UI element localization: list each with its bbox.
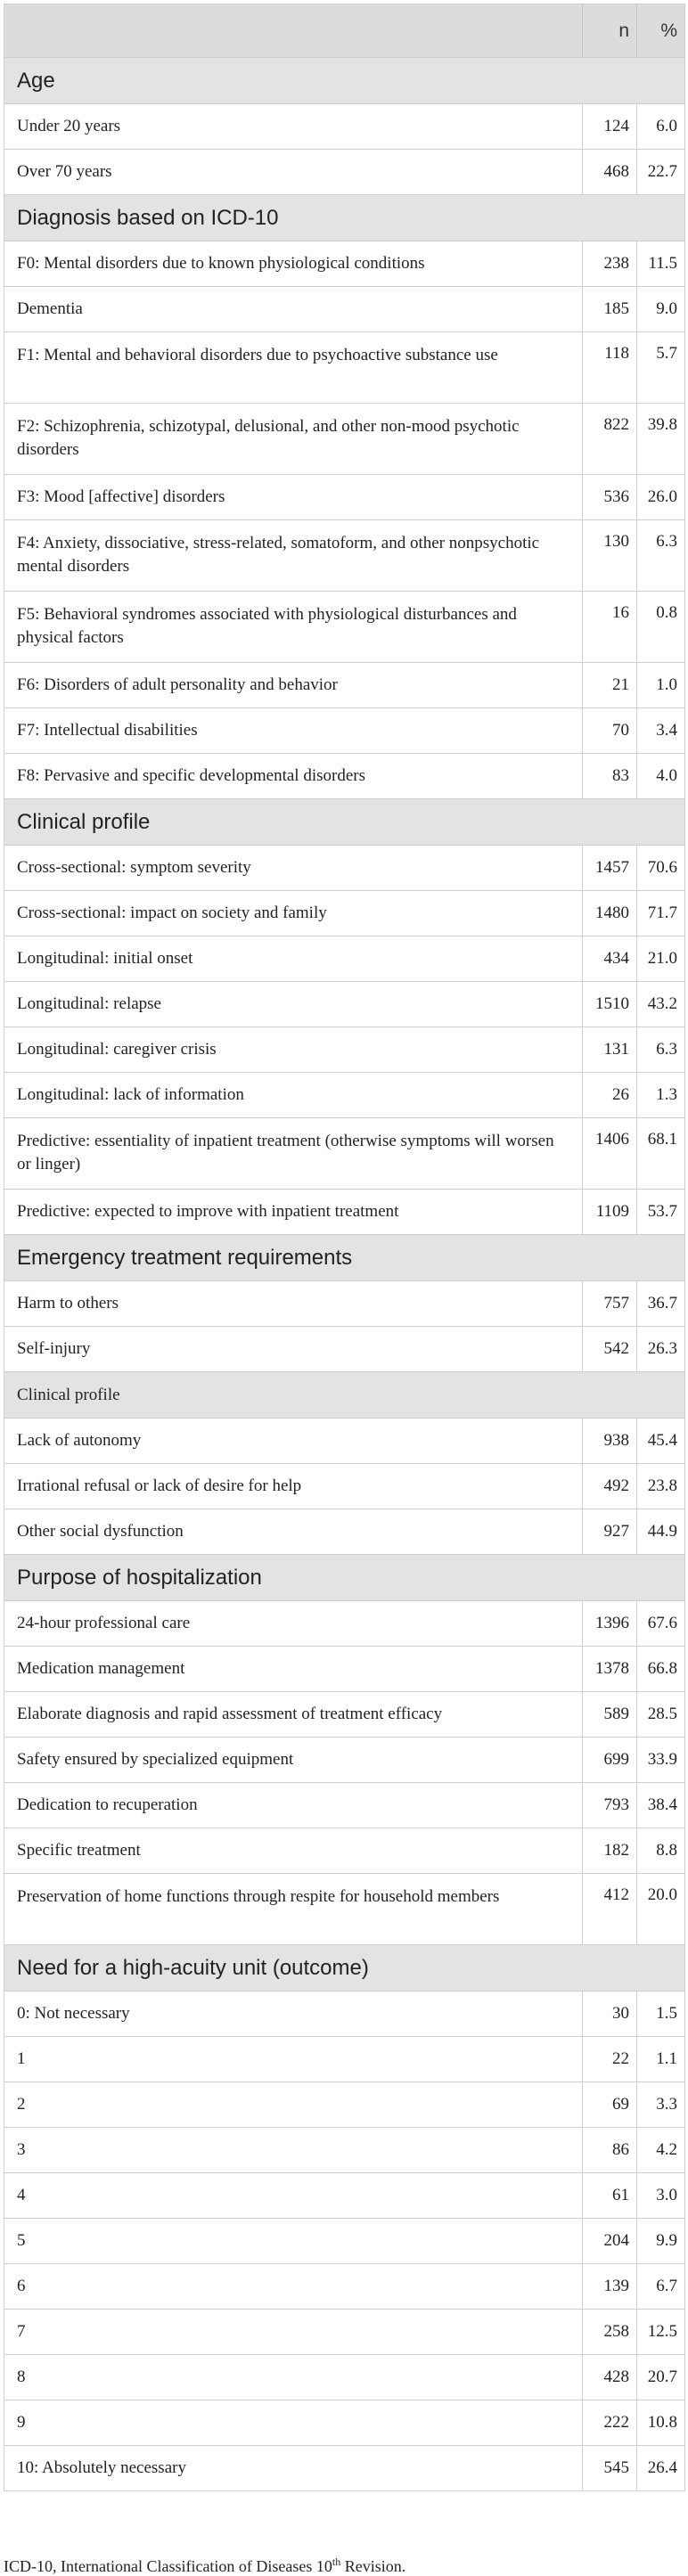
section-header-row bbox=[4, 798, 684, 845]
table-row bbox=[4, 2354, 684, 2400]
row-n-value: 130 bbox=[582, 520, 636, 591]
row-label: 24-hour professional care bbox=[17, 1614, 191, 1632]
row-label: Dementia bbox=[17, 299, 83, 318]
row-n-value: 468 bbox=[582, 150, 636, 194]
row-label: 3 bbox=[17, 2140, 26, 2159]
section-title: Need for a high-acuity unit (outcome) bbox=[17, 1955, 369, 1980]
row-n-value: 1510 bbox=[582, 982, 636, 1026]
row-label: 8 bbox=[17, 2367, 26, 2386]
row-n-value: 26 bbox=[582, 1073, 636, 1117]
table-row bbox=[4, 2172, 684, 2218]
row-pct-value: 11.5 bbox=[636, 241, 684, 286]
header-label-cell bbox=[4, 4, 582, 57]
row-pct-value: 33.9 bbox=[636, 1738, 684, 1782]
row-n-value: 699 bbox=[582, 1738, 636, 1782]
row-pct-value: 44.9 bbox=[636, 1509, 684, 1554]
section-header-row bbox=[4, 1234, 684, 1280]
row-label: 0: Not necessary bbox=[17, 2004, 130, 2023]
row-label: F2: Schizophrenia, schizotypal, delusional, and other non-mood psychotic disorders bbox=[17, 417, 520, 459]
table-row bbox=[4, 286, 684, 331]
row-pct-value: 6.3 bbox=[636, 1027, 684, 1072]
row-label: Harm to others bbox=[17, 1294, 119, 1313]
row-n-value: 124 bbox=[582, 104, 636, 149]
row-n-value: 118 bbox=[582, 332, 636, 403]
row-n-value: 30 bbox=[582, 1991, 636, 2036]
table-row bbox=[4, 1737, 684, 1782]
table-row bbox=[4, 2309, 684, 2354]
table-row bbox=[4, 2081, 684, 2127]
table-row bbox=[4, 1600, 684, 1646]
table-row bbox=[4, 1782, 684, 1828]
row-pct-value: 6.3 bbox=[636, 520, 684, 591]
row-pct-value: 4.2 bbox=[636, 2128, 684, 2172]
row-pct-value: 21.0 bbox=[636, 936, 684, 981]
row-label: Cross-sectional: impact on society and family bbox=[17, 904, 327, 922]
row-n-value: 131 bbox=[582, 1027, 636, 1072]
row-n-value: 1109 bbox=[582, 1190, 636, 1234]
row-pct-value: 23.8 bbox=[636, 1464, 684, 1509]
row-label: Cross-sectional: symptom severity bbox=[17, 858, 251, 877]
row-n-value: 83 bbox=[582, 754, 636, 798]
row-n-value: 70 bbox=[582, 708, 636, 753]
row-n-value: 1396 bbox=[582, 1601, 636, 1646]
table-row bbox=[4, 753, 684, 798]
table-row bbox=[4, 2263, 684, 2309]
row-label: 6 bbox=[17, 2277, 26, 2295]
table-row bbox=[4, 707, 684, 753]
table-row bbox=[4, 1646, 684, 1691]
row-n-value: 1378 bbox=[582, 1647, 636, 1691]
table-row bbox=[4, 1117, 684, 1189]
table-footnote bbox=[4, 2552, 405, 2576]
row-label: F1: Mental and behavioral disorders due to psychoactive substance use bbox=[17, 346, 498, 364]
row-label: F0: Mental disorders due to known physiological conditions bbox=[17, 254, 425, 273]
row-n-value: 22 bbox=[582, 2037, 636, 2081]
row-pct-value: 8.8 bbox=[636, 1828, 684, 1873]
row-n-value: 258 bbox=[582, 2310, 636, 2354]
footnote-superscript: th bbox=[332, 2556, 341, 2568]
row-n-value: 589 bbox=[582, 1692, 636, 1737]
row-n-value: 1480 bbox=[582, 891, 636, 936]
table-row bbox=[4, 890, 684, 936]
table-row bbox=[4, 103, 684, 149]
table-row bbox=[4, 2218, 684, 2263]
table-row bbox=[4, 1026, 684, 1072]
row-label: F3: Mood [affective] disorders bbox=[17, 487, 225, 506]
table-row bbox=[4, 474, 684, 519]
table-row bbox=[4, 981, 684, 1026]
header-pct: % bbox=[636, 4, 684, 57]
row-pct-value: 10.8 bbox=[636, 2400, 684, 2445]
section-header-row bbox=[4, 1554, 684, 1600]
table-row bbox=[4, 2400, 684, 2445]
section-header-row bbox=[4, 1371, 684, 1418]
row-pct-value: 1.5 bbox=[636, 1991, 684, 2036]
table-row bbox=[4, 519, 684, 591]
row-pct-value: 5.7 bbox=[636, 332, 684, 403]
footnote-suffix: Revision. bbox=[340, 2557, 406, 2575]
row-pct-value: 9.9 bbox=[636, 2219, 684, 2263]
table-row bbox=[4, 1072, 684, 1117]
row-pct-value: 4.0 bbox=[636, 754, 684, 798]
row-n-value: 1457 bbox=[582, 846, 636, 890]
row-label: F7: Intellectual disabilities bbox=[17, 721, 198, 740]
footnote-text: ICD-10, International Classification of Diseases 10 bbox=[4, 2557, 332, 2575]
row-label: 7 bbox=[17, 2322, 26, 2341]
section-title: Diagnosis based on ICD-10 bbox=[17, 205, 279, 230]
table-body bbox=[4, 57, 684, 2490]
row-n-value: 492 bbox=[582, 1464, 636, 1509]
row-label: Specific treatment bbox=[17, 1841, 141, 1860]
row-label: Lack of autonomy bbox=[17, 1431, 142, 1450]
row-label: Irrational refusal or lack of desire for help bbox=[17, 1476, 302, 1495]
table-row bbox=[4, 1828, 684, 1873]
row-label: Other social dysfunction bbox=[17, 1522, 184, 1541]
row-pct-value: 3.3 bbox=[636, 2082, 684, 2127]
row-label: Self-injury bbox=[17, 1339, 91, 1358]
row-label: Predictive: expected to improve with inpatient treatment bbox=[17, 1202, 399, 1221]
row-pct-value: 3.0 bbox=[636, 2173, 684, 2218]
table-row bbox=[4, 2127, 684, 2172]
row-n-value: 793 bbox=[582, 1783, 636, 1828]
data-table bbox=[4, 4, 685, 2491]
table-row bbox=[4, 149, 684, 194]
row-n-value: 938 bbox=[582, 1419, 636, 1463]
row-n-value: 434 bbox=[582, 936, 636, 981]
row-n-value: 61 bbox=[582, 2173, 636, 2218]
row-pct-value: 36.7 bbox=[636, 1281, 684, 1326]
row-n-value: 428 bbox=[582, 2355, 636, 2400]
row-pct-value: 53.7 bbox=[636, 1190, 684, 1234]
section-title: Clinical profile bbox=[17, 809, 151, 834]
row-pct-value: 26.0 bbox=[636, 475, 684, 519]
row-label: Predictive: essentiality of inpatient treatment (otherwise symptoms will worsen or linger) bbox=[17, 1132, 554, 1174]
table-row bbox=[4, 1509, 684, 1554]
row-pct-value: 0.8 bbox=[636, 592, 684, 662]
row-pct-value: 9.0 bbox=[636, 287, 684, 331]
table-row bbox=[4, 2036, 684, 2081]
row-label: F4: Anxiety, dissociative, stress-related, somatoform, and other nonpsychotic mental disorders bbox=[17, 534, 540, 576]
row-pct-value: 43.2 bbox=[636, 982, 684, 1026]
table-row bbox=[4, 1280, 684, 1326]
row-n-value: 185 bbox=[582, 287, 636, 331]
row-pct-value: 26.3 bbox=[636, 1327, 684, 1371]
table-row bbox=[4, 1326, 684, 1371]
row-n-value: 16 bbox=[582, 592, 636, 662]
row-n-value: 822 bbox=[582, 404, 636, 474]
table-row bbox=[4, 1991, 684, 2036]
row-pct-value: 1.3 bbox=[636, 1073, 684, 1117]
table-row bbox=[4, 591, 684, 662]
row-label: F5: Behavioral syndromes associated with physiological disturbances and physical factors bbox=[17, 605, 517, 647]
row-n-value: 222 bbox=[582, 2400, 636, 2445]
row-n-value: 757 bbox=[582, 1281, 636, 1326]
row-label: Longitudinal: lack of information bbox=[17, 1085, 244, 1104]
section-title: Age bbox=[17, 68, 55, 93]
row-label: F8: Pervasive and specific developmental disorders bbox=[17, 766, 365, 785]
table-row bbox=[4, 331, 684, 403]
row-label: 5 bbox=[17, 2231, 26, 2250]
row-pct-value: 70.6 bbox=[636, 846, 684, 890]
table-row bbox=[4, 1189, 684, 1234]
section-header-row bbox=[4, 1944, 684, 1991]
section-title: Emergency treatment requirements bbox=[17, 1245, 353, 1270]
row-pct-value: 45.4 bbox=[636, 1419, 684, 1463]
header-n: n bbox=[582, 4, 636, 57]
row-label: Safety ensured by specialized equipment bbox=[17, 1750, 294, 1769]
row-pct-value: 6.7 bbox=[636, 2264, 684, 2309]
section-title: Purpose of hospitalization bbox=[17, 1565, 262, 1590]
row-n-value: 542 bbox=[582, 1327, 636, 1371]
table-row bbox=[4, 1691, 684, 1737]
row-n-value: 1406 bbox=[582, 1118, 636, 1189]
row-n-value: 86 bbox=[582, 2128, 636, 2172]
table-row bbox=[4, 1873, 684, 1944]
row-n-value: 139 bbox=[582, 2264, 636, 2309]
row-pct-value: 66.8 bbox=[636, 1647, 684, 1691]
row-pct-value: 20.0 bbox=[636, 1874, 684, 1944]
row-n-value: 927 bbox=[582, 1509, 636, 1554]
row-label: Longitudinal: relapse bbox=[17, 994, 161, 1013]
row-pct-value: 28.5 bbox=[636, 1692, 684, 1737]
row-label: 9 bbox=[17, 2413, 26, 2432]
section-header-row bbox=[4, 57, 684, 103]
row-label: 4 bbox=[17, 2186, 26, 2204]
row-n-value: 412 bbox=[582, 1874, 636, 1944]
row-pct-value: 38.4 bbox=[636, 1783, 684, 1828]
table-row bbox=[4, 936, 684, 981]
row-pct-value: 67.6 bbox=[636, 1601, 684, 1646]
row-label: Longitudinal: initial onset bbox=[17, 949, 193, 968]
section-title: Clinical profile bbox=[17, 1385, 120, 1404]
row-n-value: 545 bbox=[582, 2446, 636, 2490]
row-pct-value: 39.8 bbox=[636, 404, 684, 474]
row-label: Over 70 years bbox=[17, 162, 112, 181]
row-pct-value: 22.7 bbox=[636, 150, 684, 194]
row-label: Medication management bbox=[17, 1659, 185, 1678]
row-pct-value: 68.1 bbox=[636, 1118, 684, 1189]
row-pct-value: 20.7 bbox=[636, 2355, 684, 2400]
row-pct-value: 71.7 bbox=[636, 891, 684, 936]
row-pct-value: 6.0 bbox=[636, 104, 684, 149]
row-label: 2 bbox=[17, 2095, 26, 2114]
row-n-value: 536 bbox=[582, 475, 636, 519]
section-header-row bbox=[4, 194, 684, 241]
table-row bbox=[4, 403, 684, 474]
table-row bbox=[4, 1463, 684, 1509]
row-label: 10: Absolutely necessary bbox=[17, 2458, 186, 2477]
row-label: Elaborate diagnosis and rapid assessment of treatment efficacy bbox=[17, 1705, 443, 1723]
row-label: F6: Disorders of adult personality and behavior bbox=[17, 675, 338, 694]
row-n-value: 182 bbox=[582, 1828, 636, 1873]
table-row bbox=[4, 1418, 684, 1463]
row-n-value: 69 bbox=[582, 2082, 636, 2127]
table-row bbox=[4, 241, 684, 286]
row-n-value: 21 bbox=[582, 663, 636, 707]
table-row bbox=[4, 845, 684, 890]
row-n-value: 204 bbox=[582, 2219, 636, 2263]
row-label: Dedication to recuperation bbox=[17, 1795, 198, 1814]
table-header-row bbox=[4, 4, 684, 57]
row-n-value: 238 bbox=[582, 241, 636, 286]
row-pct-value: 1.0 bbox=[636, 663, 684, 707]
row-label: Longitudinal: caregiver crisis bbox=[17, 1040, 217, 1059]
row-label: Under 20 years bbox=[17, 117, 121, 135]
row-pct-value: 1.1 bbox=[636, 2037, 684, 2081]
row-pct-value: 12.5 bbox=[636, 2310, 684, 2354]
table-row bbox=[4, 662, 684, 707]
table-row bbox=[4, 2445, 684, 2490]
row-pct-value: 26.4 bbox=[636, 2446, 684, 2490]
row-label: 1 bbox=[17, 2049, 26, 2068]
row-pct-value: 3.4 bbox=[636, 708, 684, 753]
row-label: Preservation of home functions through respite for household members bbox=[17, 1887, 500, 1906]
